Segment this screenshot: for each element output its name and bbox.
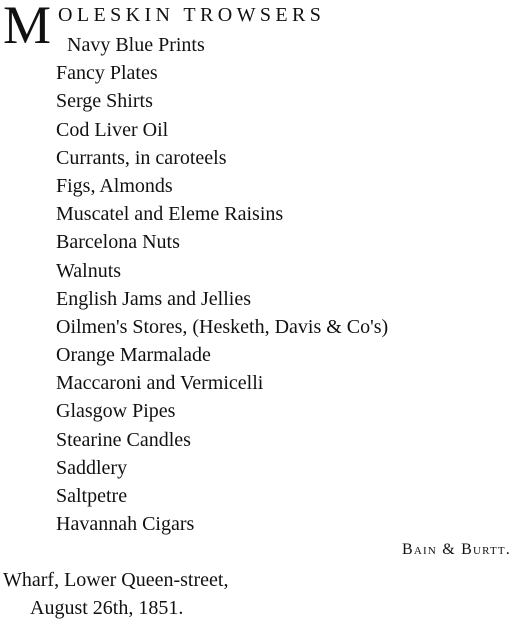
list-item: Muscatel and Eleme Raisins (56, 203, 284, 226)
list-item: Navy Blue Prints (67, 34, 205, 56)
list-item: Currants, in caroteels (56, 146, 227, 169)
list-item: Maccaroni and Vermicelli (56, 372, 264, 395)
list-item: Saltpetre (56, 485, 128, 507)
drop-cap: M (3, 0, 52, 55)
list-item: Stearine Candles (56, 428, 191, 451)
item-list (0, 31, 388, 538)
list-item: Oilmen's Stores, (Hesketh, Davis & Co's) (56, 315, 389, 338)
list-item: Glasgow Pipes (56, 400, 176, 423)
list-item: English Jams and Jellies (56, 287, 251, 310)
list-item: Orange Marmalade (56, 344, 211, 367)
list-item: Serge Shirts (56, 90, 153, 113)
list-item: Saddlery (56, 456, 128, 479)
date: August 26th, 1851. (30, 597, 184, 619)
list-item: Fancy Plates (56, 62, 158, 85)
list-item: Barcelona Nuts (56, 231, 180, 254)
address: Wharf, Lower Queen-street, (3, 569, 229, 591)
list-item: Havannah Cigars (56, 513, 195, 536)
list-item: Walnuts (56, 259, 122, 282)
list-item: Cod Liver Oil (56, 118, 169, 141)
headline: OLESKIN TROWSERS (58, 4, 326, 26)
list-item: Figs, Almonds (56, 174, 173, 197)
signature: Bain & Burtt. (402, 541, 511, 558)
